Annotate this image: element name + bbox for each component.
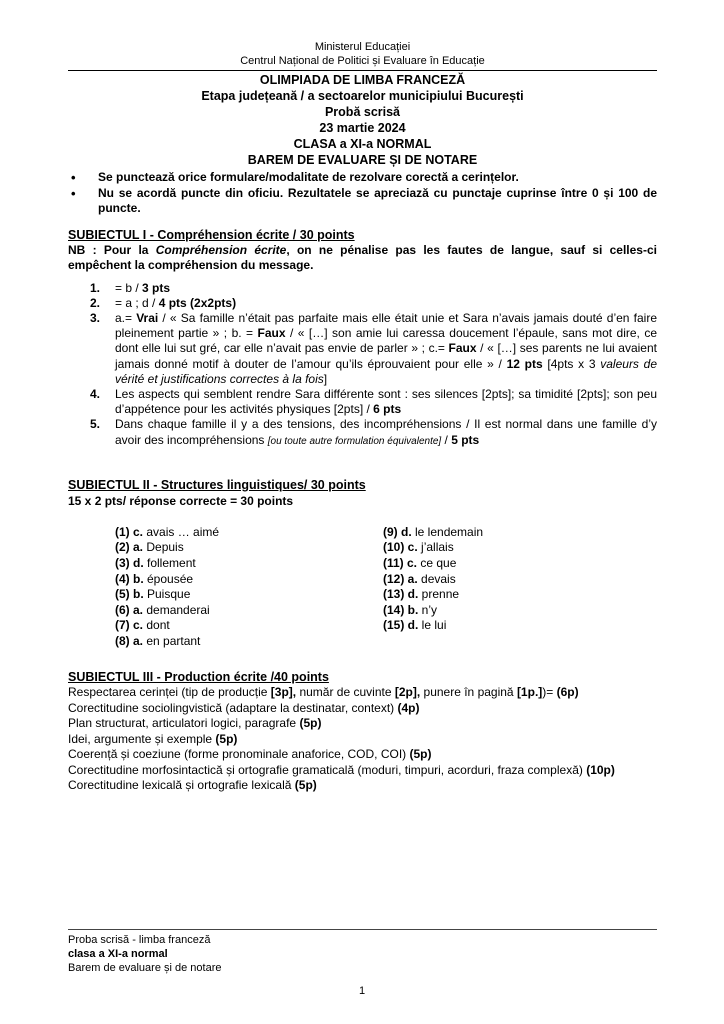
- subject3-heading-text: SUBIECTUL III - Production écrite /40 points: [68, 670, 329, 685]
- item-text: [115, 281, 657, 296]
- text-segment: NB : Pour la: [68, 242, 156, 257]
- criterion-line: [68, 716, 657, 732]
- bullet-icon: •: [71, 185, 76, 201]
- subject1-heading-text: SUBIECTUL I - Compréhension écrite / 30 points: [68, 227, 355, 242]
- text-segment: [3p],: [270, 685, 297, 700]
- document-header: [68, 40, 657, 168]
- text-segment: valeurs de vérité et justifications correctes à la fois: [115, 356, 658, 386]
- answer-key: (10) c.: [383, 540, 418, 555]
- item-text: [115, 417, 657, 448]
- subject3-heading: [68, 669, 657, 685]
- mcq-answer: [383, 603, 657, 619]
- answer-key: (9) d.: [383, 524, 412, 539]
- subject2-section: [68, 477, 657, 650]
- answer-key: (13) d.: [383, 587, 419, 602]
- answer-text: le lui: [418, 618, 447, 633]
- mcq-answer: [115, 618, 383, 634]
- nb-note: [68, 243, 657, 273]
- graded-item: [68, 387, 657, 417]
- footer-class-line: clasa a XI-a normal: [68, 948, 168, 960]
- mcq-answer: [115, 540, 383, 556]
- item-text: [115, 387, 657, 417]
- answer-text: en partant: [143, 633, 201, 648]
- item-number: 1.: [90, 280, 101, 295]
- answer-key: (11) c.: [383, 555, 418, 570]
- page-footer: [68, 929, 657, 975]
- text-segment: / « […] son amie lui caressa doucement l’épaule, sans mot dire, ce dont elle lui sut gré, car elle n’avait pas envie de parler » ; c.=: [115, 326, 658, 356]
- text-segment: Compréhension écrite: [155, 242, 287, 257]
- text-segment: (5p): [215, 731, 238, 746]
- item-number: 5.: [90, 417, 101, 432]
- subject3-criteria: [68, 685, 657, 794]
- graded-item: [68, 296, 657, 311]
- answer-key: (6) a.: [115, 602, 144, 617]
- mcq-answer: [383, 587, 657, 603]
- subject2-heading: [68, 477, 657, 493]
- graded-item: [68, 417, 657, 448]
- text-segment: punere în pagină: [420, 685, 517, 700]
- text-segment: (5p): [294, 778, 317, 793]
- answer-key: (12) a.: [383, 571, 418, 586]
- subject1-heading: [68, 227, 657, 243]
- mcq-answer: [383, 618, 657, 634]
- institution-block: [68, 40, 657, 71]
- text-segment: [4pts x 3: [542, 356, 601, 371]
- answer-key: (8) a.: [115, 633, 144, 648]
- item-number: 2.: [90, 295, 101, 310]
- text-segment: 12 pts: [506, 356, 543, 371]
- rule-text: Nu se acordă puncte din oficiu. Rezultatele se apreciază cu punctaje cuprinse între 0 și 100 de puncte.: [98, 185, 657, 215]
- mcq-answer: [383, 525, 657, 541]
- answer-key: (3) d.: [115, 555, 144, 570]
- text-segment: = a ; d /: [115, 295, 159, 310]
- grading-rules-list: [68, 170, 657, 217]
- graded-item: [68, 311, 657, 387]
- answer-text: Depuis: [143, 540, 184, 555]
- text-segment: Vrai: [136, 310, 159, 325]
- bullet-icon: •: [71, 170, 76, 185]
- title-block: [68, 71, 657, 168]
- answer-key: (4) b.: [115, 571, 144, 586]
- item-number: 4.: [90, 386, 101, 401]
- text-segment: Les aspects qui semblent rendre Sara différente sont : ses silences [2pts]; sa timidité [2pts]; son peu d’appétence pour les activités physiques [2pts] /: [115, 386, 657, 417]
- page-number: 1: [358, 985, 366, 997]
- answer-text: prenne: [418, 587, 460, 602]
- text-segment: / « […] ses parents ne lui avaient jamais donné motif à douter de l’amour qu’ils éprouvaient pour elle » /: [115, 341, 657, 371]
- mcq-answer: [115, 572, 383, 588]
- footer-exam-line: Proba scrisă - limba franceză: [68, 934, 211, 946]
- center-line: Centrul Național de Politici și Evaluare în Educație: [240, 55, 485, 67]
- mcq-answer: [383, 572, 657, 588]
- answer-text: Puisque: [143, 587, 191, 602]
- criterion-line: [68, 732, 657, 748]
- footer-barem-line: Barem de evaluare și de notare: [68, 962, 222, 974]
- text-segment: Corectitudine morfosintactică și ortografie gramaticală (moduri, timpuri, acorduri, fraza complexă): [68, 762, 587, 777]
- text-segment: /: [441, 432, 452, 447]
- mcq-answer: [115, 634, 383, 650]
- criterion-line: [68, 747, 657, 763]
- answer-text: avais … aimé: [143, 524, 220, 539]
- answer-key: (2) a.: [115, 540, 144, 555]
- text-segment: = b /: [115, 280, 143, 295]
- subject1-items: [68, 281, 657, 449]
- subject2-scoring-line: 15 x 2 pts/ réponse correcte = 30 points: [68, 493, 294, 508]
- text-segment: Respectarea cerinței (tip de producție: [68, 685, 271, 700]
- graded-item: [68, 281, 657, 296]
- text-segment: (6p): [556, 685, 579, 700]
- answer-text: dont: [143, 618, 170, 633]
- answer-key: (7) c.: [115, 618, 144, 633]
- item-number: 3.: [90, 310, 101, 325]
- answer-key: (14) b.: [383, 602, 419, 617]
- text-segment: )=: [542, 685, 557, 700]
- criterion-line: [68, 685, 657, 701]
- subject3-section: [68, 669, 657, 794]
- rule-text: Se punctează orice formulare/modalitate de rezolvare corectă a cerințelor.: [98, 170, 519, 184]
- text-segment: Dans chaque famille il y a des tensions, des incompréhensions / Il est normal dans une famille d’y avoir des incompréhensions: [115, 417, 657, 447]
- text-segment: Corectitudine lexicală și ortografie lexicală: [68, 778, 295, 793]
- item-text: [115, 311, 657, 387]
- rule-bullet-item: [68, 186, 657, 217]
- text-segment: Faux: [448, 341, 477, 356]
- answer-text: le lendemain: [411, 524, 484, 539]
- answer-columns: [68, 525, 657, 650]
- subject1-section: [68, 227, 657, 449]
- mcq-answer: [115, 587, 383, 603]
- item-text: [115, 296, 657, 311]
- text-segment: , on ne pénalise pas les fautes de langue, sauf si celles-ci empêchent la compréhension du message.: [68, 242, 657, 272]
- text-segment: (5p): [299, 716, 322, 731]
- text-segment: Plan structurat, articulatori logici, paragrafe: [68, 716, 300, 731]
- mcq-answer: [115, 525, 383, 541]
- answer-key: (15) d.: [383, 618, 419, 633]
- answer-key: (5) b.: [115, 587, 144, 602]
- date-line: 23 martie 2024: [319, 121, 406, 135]
- text-segment: Corectitudine sociolingvistică (adaptare la destinatar, context): [68, 700, 398, 715]
- text-segment: (4p): [397, 700, 420, 715]
- text-segment: 6 pts: [373, 402, 402, 417]
- stage-line: Etapa județeană / a sectoarelor municipiului București: [201, 89, 524, 103]
- answer-text: j’allais: [417, 540, 454, 555]
- answer-text: épousée: [143, 571, 194, 586]
- text-segment: 4 pts (2x2pts): [158, 295, 237, 310]
- olympiad-title: OLIMPIADA DE LIMBA FRANCEZĂ: [259, 73, 466, 87]
- answers-column-right: [383, 525, 657, 650]
- text-segment: Idei, argumente și exemple: [68, 731, 216, 746]
- text-segment: 3 pts: [142, 280, 171, 295]
- text-segment: [2p],: [394, 685, 421, 700]
- text-segment: ]: [323, 371, 328, 386]
- mcq-answer: [115, 603, 383, 619]
- subject2-heading-text: SUBIECTUL II - Structures linguistiques/ 30 points: [68, 477, 366, 492]
- text-segment: [ou toute autre formulation équivalente]: [267, 435, 442, 447]
- criterion-line: [68, 778, 657, 794]
- exam-type-line: Probă scrisă: [324, 105, 401, 119]
- text-segment: număr de cuvinte: [296, 685, 395, 700]
- answers-column-left: [68, 525, 383, 650]
- answer-text: devais: [417, 571, 456, 586]
- answer-text: ce que: [417, 555, 457, 570]
- answer-text: follement: [143, 555, 196, 570]
- class-line: CLASA a XI-a NORMAL: [293, 137, 432, 151]
- criterion-line: [68, 701, 657, 717]
- mcq-answer: [383, 540, 657, 556]
- text-segment: [1p.]: [516, 685, 543, 700]
- text-segment: (10p): [586, 762, 615, 777]
- criterion-line: [68, 763, 657, 779]
- answer-key: (1) c.: [115, 524, 144, 539]
- rule-bullet-item: [68, 170, 657, 186]
- ministry-line: Ministerul Educației: [314, 41, 411, 53]
- mcq-answer: [383, 556, 657, 572]
- text-segment: / « Sa famille n’était pas parfaite mais elle était unie et Sara n’avais jamais douté d’en faire pleinement partie » ; b. =: [115, 310, 657, 341]
- answer-text: demanderai: [143, 602, 210, 617]
- answer-text: n’y: [418, 602, 438, 617]
- text-segment: (5p): [409, 747, 432, 762]
- barem-line: BAREM DE EVALUARE ȘI DE NOTARE: [247, 153, 478, 167]
- text-segment: a.=: [115, 310, 137, 325]
- text-segment: 5 pts: [451, 432, 480, 447]
- text-segment: Faux: [257, 326, 286, 341]
- text-segment: Coerență și coeziune (forme pronominale anaforice, COD, COI): [68, 747, 410, 762]
- mcq-answer: [115, 556, 383, 572]
